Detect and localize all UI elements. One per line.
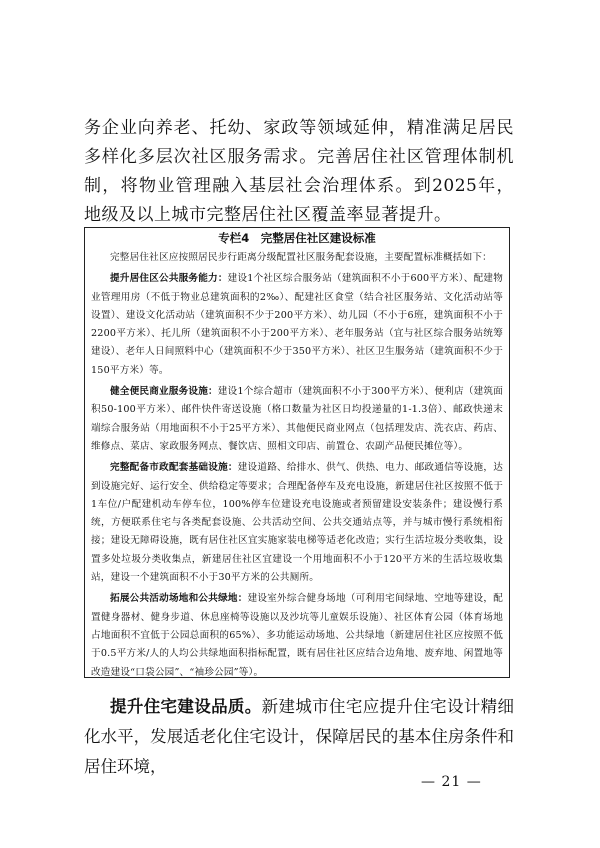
- item-lead: 完整配备市政配套基础设施：: [110, 462, 238, 474]
- intro-paragraph: 务企业向养老、托幼、家政等领域延伸，精准满足居民多样化多层次社区服务需求。完善居住社区管理体制机制，将物业管理融入基层社会治理体系。到2025年，地级及以上城市完整居住社区覆盖率显著提升。: [84, 118, 514, 225]
- item-lead: 提升居住区公共服务能力：: [110, 273, 228, 285]
- item-lead: 健全便民商业服务设施：: [110, 386, 218, 398]
- outro-lead: 提升住宅建设品质。: [110, 697, 262, 716]
- column-title: 专栏4 完整居住社区建设标准: [218, 231, 376, 245]
- column-item-commerce: [91, 383, 503, 456]
- column-item-green-space: [91, 590, 503, 681]
- outro-paragraph: [84, 692, 514, 782]
- column-item-public-service: [91, 270, 503, 380]
- column-intro: 完整居住社区应按照居民步行距离分级配置社区服务配套设施，主要配置标准概括如下：: [110, 252, 492, 263]
- item-lead: 拓展公共活动场地和公共绿地：: [110, 593, 248, 605]
- item-text: 建设1个综合超市（建筑面积不小于300平方米）、便利店（建筑面积50-100平方米）、邮件快件寄送设施（格口数量为社区日均投递量的1-1.3倍）、邮政快递末端综合服务站（用地面积不小于25平方米）、其他便民商业网点（包括理发店、洗衣店、药店、维修点、菜店、家政服务网点、餐饮店、照相文印店、前置仓、农副产品便民摊位等）。: [91, 386, 503, 452]
- column-item-infrastructure: [91, 459, 503, 587]
- outro-text: 新建城市住宅应提升住宅设计精细化水平，发展适老化住宅设计，保障居民的基本住房条件和居住环境，: [84, 697, 515, 776]
- column-box: [84, 227, 510, 678]
- item-text: 建设道路、给排水、供气、供热、电力、邮政通信等设施，达到设施完好、运行安全、供给稳定等要求；合理配备停车及充电设施，新建居住社区按照不低于1车位/户配建机动车停车位，100%停车位建设充电设施或者预留建设安装条件；建设慢行系统，方便联系住宅与各类配套设施、公共活动空间、公共交通站点等，并与城市慢行系统相衔接；建设无障碍设施，既有居住社区宜实施家装电梯等适老化改造；实行生活垃圾分类收集，设置多处垃圾分类收集点，新建居住社区宜建设一个用地面积不小于120平方米的生活垃圾收集站，建设一个建筑面积不小于30平方米的公共厕所。: [91, 462, 503, 584]
- item-text: 建设室外综合健身场地（可利用宅间绿地、空地等建设，配置健身器材、健身步道、休息座椅等设施以及沙坑等儿童娱乐设施）、社区体育公园（体育场地占地面积不宜低于公园总面积的65%）、多功能运动场地、公共绿地（新建居住社区应按照不低于0.5平方米/人的人均公共绿地面积指标配置，既有居住社区应结合边角地、废弃地、闲置地等改造建设“口袋公园”、“袖珍公园”等）。: [91, 593, 503, 678]
- item-text: 建设1个社区综合服务站（建筑面积不小于600平方米）、配建物业管理用房（不低于物业总建筑面积的2‰）、配建社区食堂（结合社区服务站、文化活动站等设置）、建设文化活动站（建筑面积不少于200平方米）、幼儿园（不小于6班，建筑面积不小于2200平方米）、托儿所（建筑面积不小于200平方米）、老年服务站（宜与社区综合服务站统筹建设）、老年人日间照料中心（建筑面积不少于350平方米）、社区卫生服务站（建筑面积不少于150平方米）等。: [91, 273, 503, 376]
- page-number: — 21 —: [421, 774, 482, 790]
